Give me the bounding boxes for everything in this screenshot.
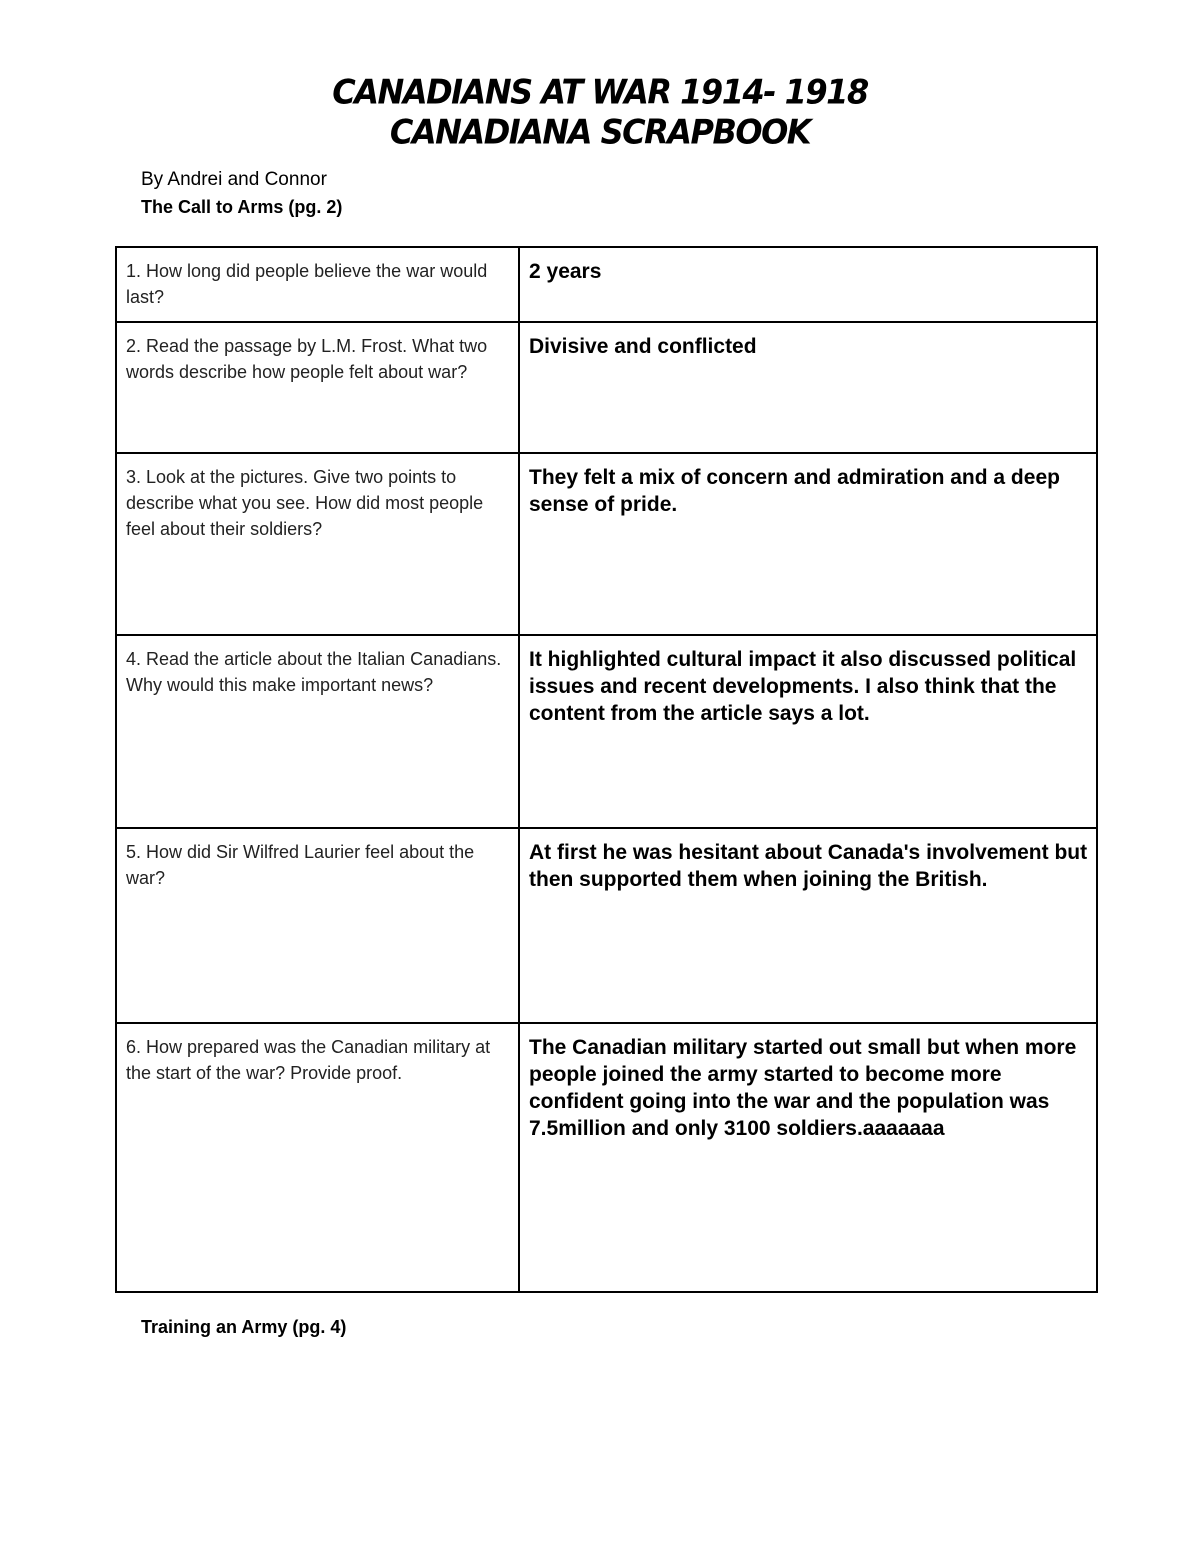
table-row bbox=[116, 453, 1097, 635]
table-row bbox=[116, 322, 1097, 453]
question-cell: 4. Read the article about the Italian Canadians. Why would this make important news? bbox=[116, 635, 519, 828]
table-row bbox=[116, 828, 1097, 1023]
table-row bbox=[116, 247, 1097, 322]
byline: By Andrei and Connor bbox=[141, 169, 327, 190]
question-cell: 3. Look at the pictures. Give two points to describe what you see. How did most people feel about their soldiers? bbox=[116, 453, 519, 635]
table-row bbox=[116, 1023, 1097, 1292]
answer-cell[interactable]: At first he was hesitant about Canada's involvement but then supported them when joining the British. bbox=[519, 828, 1097, 1023]
answer-cell[interactable]: 2 years bbox=[519, 247, 1097, 322]
document-title bbox=[0, 72, 1200, 152]
answer-cell[interactable]: Divisive and conflicted bbox=[519, 322, 1097, 453]
question-cell: 6. How prepared was the Canadian military at the start of the war? Provide proof. bbox=[116, 1023, 519, 1292]
answer-cell[interactable]: They felt a mix of concern and admiration and a deep sense of pride. bbox=[519, 453, 1097, 635]
question-cell: 1. How long did people believe the war would last? bbox=[116, 247, 519, 322]
section-heading-call-to-arms: The Call to Arms (pg. 2) bbox=[141, 197, 343, 217]
table-row bbox=[116, 635, 1097, 828]
title-line-2: CANADIANA SCRAPBOOK bbox=[389, 112, 811, 152]
title-line-1: CANADIANS AT WAR 1914- 1918 bbox=[332, 72, 868, 112]
answer-cell[interactable]: The Canadian military started out small but when more people joined the army started to become more confident going into the war and the population was 7.5million and only 3100 soldiers.aaaaaaa bbox=[519, 1023, 1097, 1292]
question-answer-table bbox=[115, 246, 1098, 1293]
section-heading-training-an-army: Training an Army (pg. 4) bbox=[141, 1317, 347, 1337]
question-cell: 2. Read the passage by L.M. Frost. What two words describe how people felt about war? bbox=[116, 322, 519, 453]
question-cell: 5. How did Sir Wilfred Laurier feel about the war? bbox=[116, 828, 519, 1023]
answer-cell[interactable]: It highlighted cultural impact it also discussed political issues and recent developments. I also think that the content from the article says a lot. bbox=[519, 635, 1097, 828]
